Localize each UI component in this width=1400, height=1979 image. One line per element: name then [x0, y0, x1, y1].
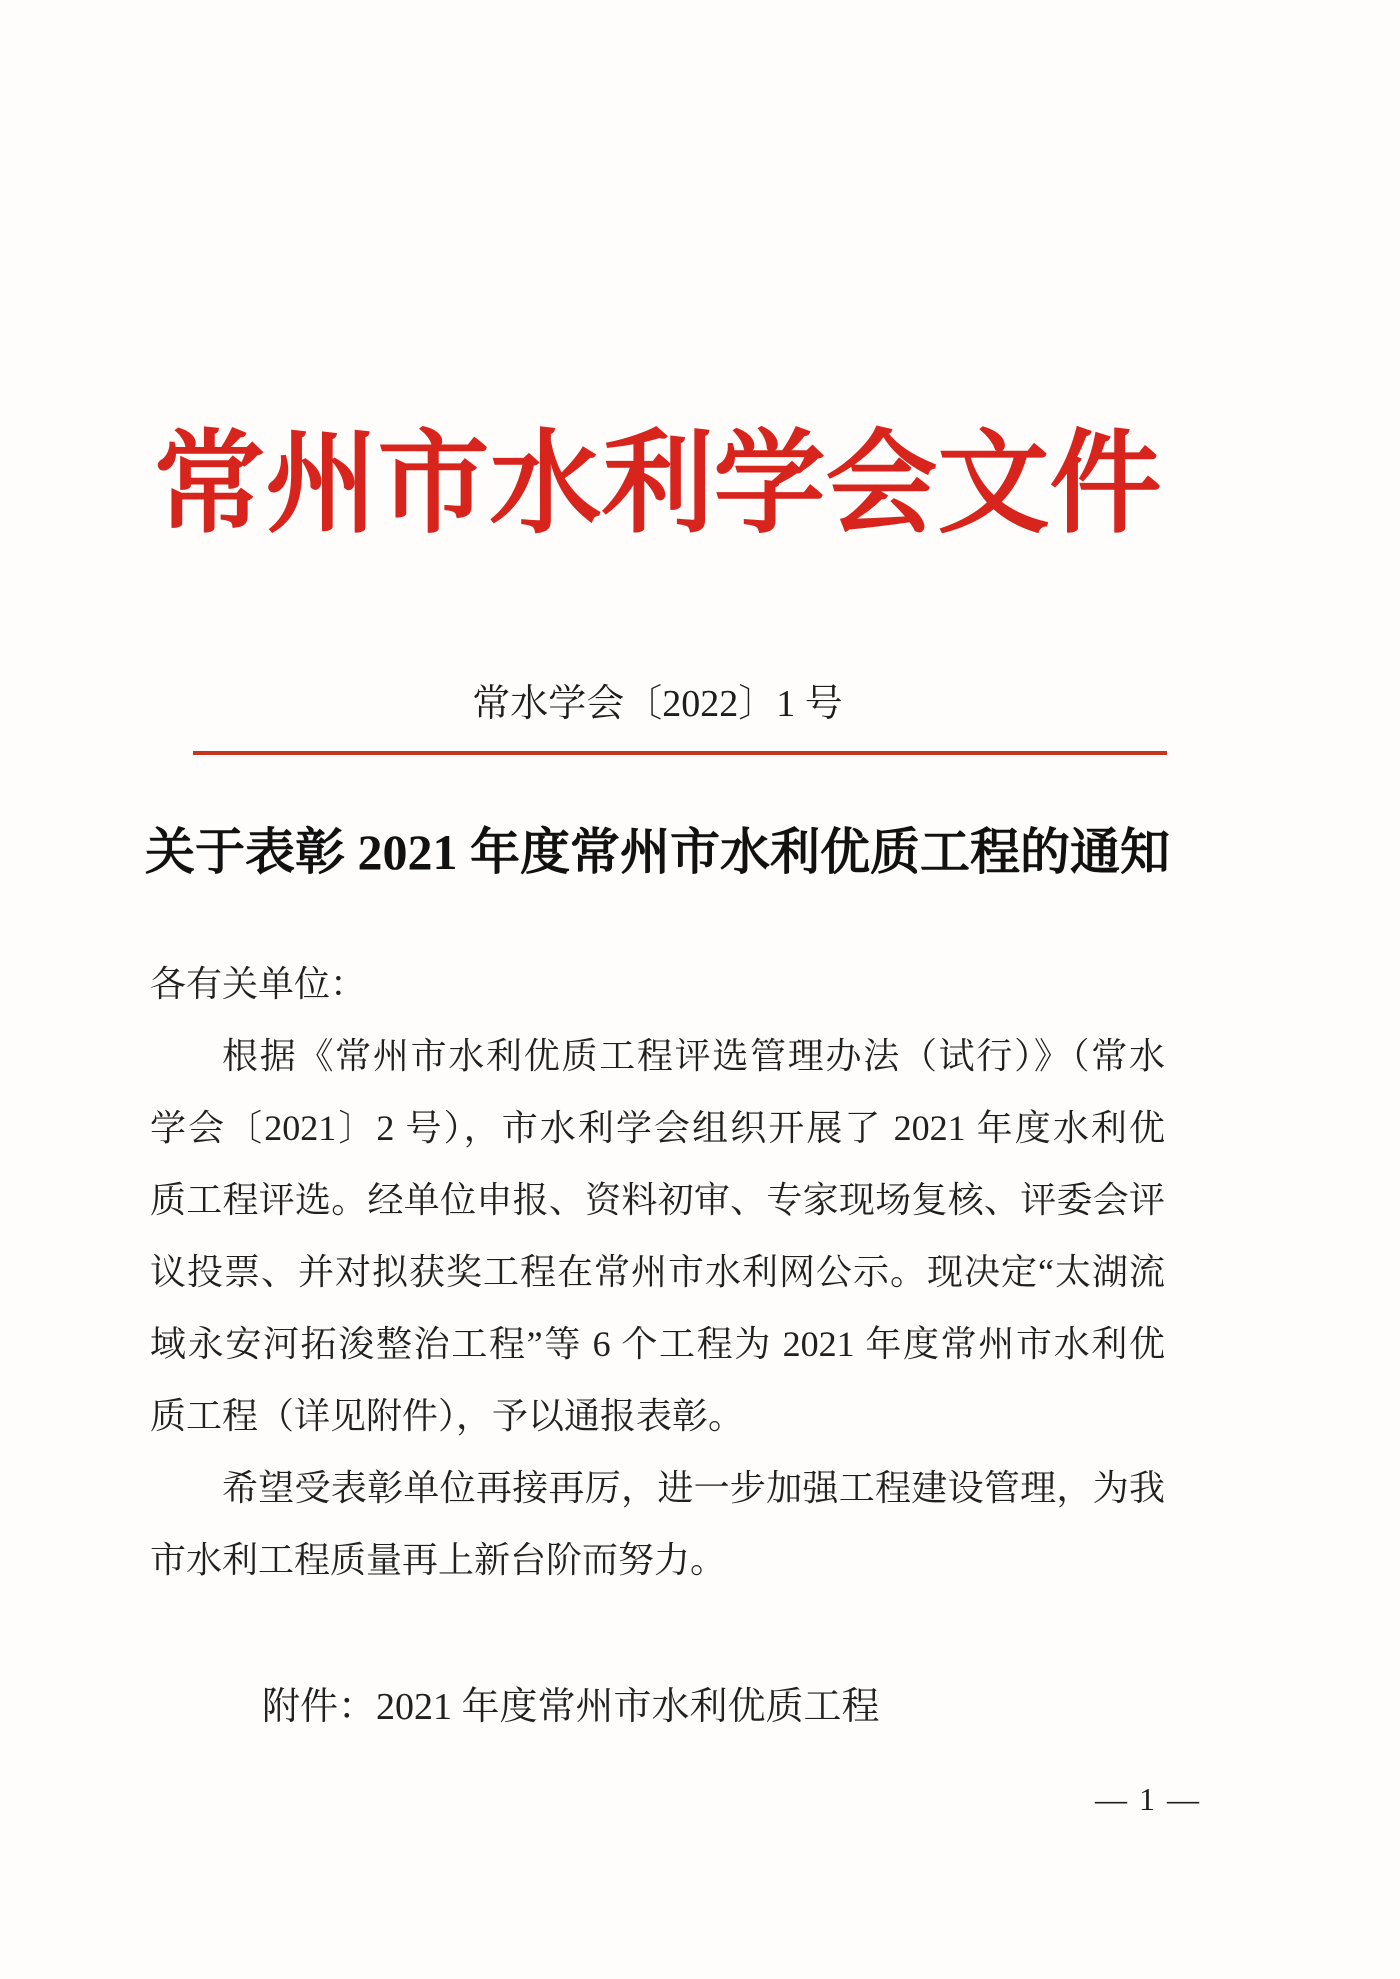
letterhead-title: 常州市水利学会文件	[153, 423, 1162, 547]
notice-title: 关于表彰 2021 年度常州市水利优质工程的通知	[145, 824, 1170, 880]
body-line: 质工程评选。经单位申报、资料初审、专家现场复核、评委会评	[150, 1180, 1165, 1220]
notice-body	[150, 948, 1165, 1596]
body-line: 域永安河拓浚整治工程”等 6 个工程为 2021 年度常州市水利优	[150, 1324, 1165, 1364]
body-line: 根据《常州市水利优质工程评选管理办法（试行）》（常水	[222, 1036, 1165, 1076]
body-line: 市水利工程质量再上新台阶而努力。	[150, 1540, 727, 1580]
body-line: 议投票、并对拟获奖工程在常州市水利网公示。现决定“太湖流	[150, 1252, 1165, 1292]
attachment-line: 附件：2021 年度常州市水利优质工程	[262, 1686, 880, 1728]
salutation-line: 各有关单位：	[150, 964, 367, 1004]
body-line: 质工程（详见附件），予以通报表彰。	[150, 1396, 745, 1436]
document-number: 常水学会〔2022〕1 号	[472, 683, 843, 725]
page-number: — 1 —	[1095, 1781, 1201, 1817]
body-line: 学会〔2021〕2 号），市水利学会组织开展了 2021 年度水利优	[150, 1108, 1165, 1148]
red-divider-line	[193, 751, 1167, 755]
body-line: 希望受表彰单位再接再厉，进一步加强工程建设管理，为我	[222, 1468, 1165, 1508]
